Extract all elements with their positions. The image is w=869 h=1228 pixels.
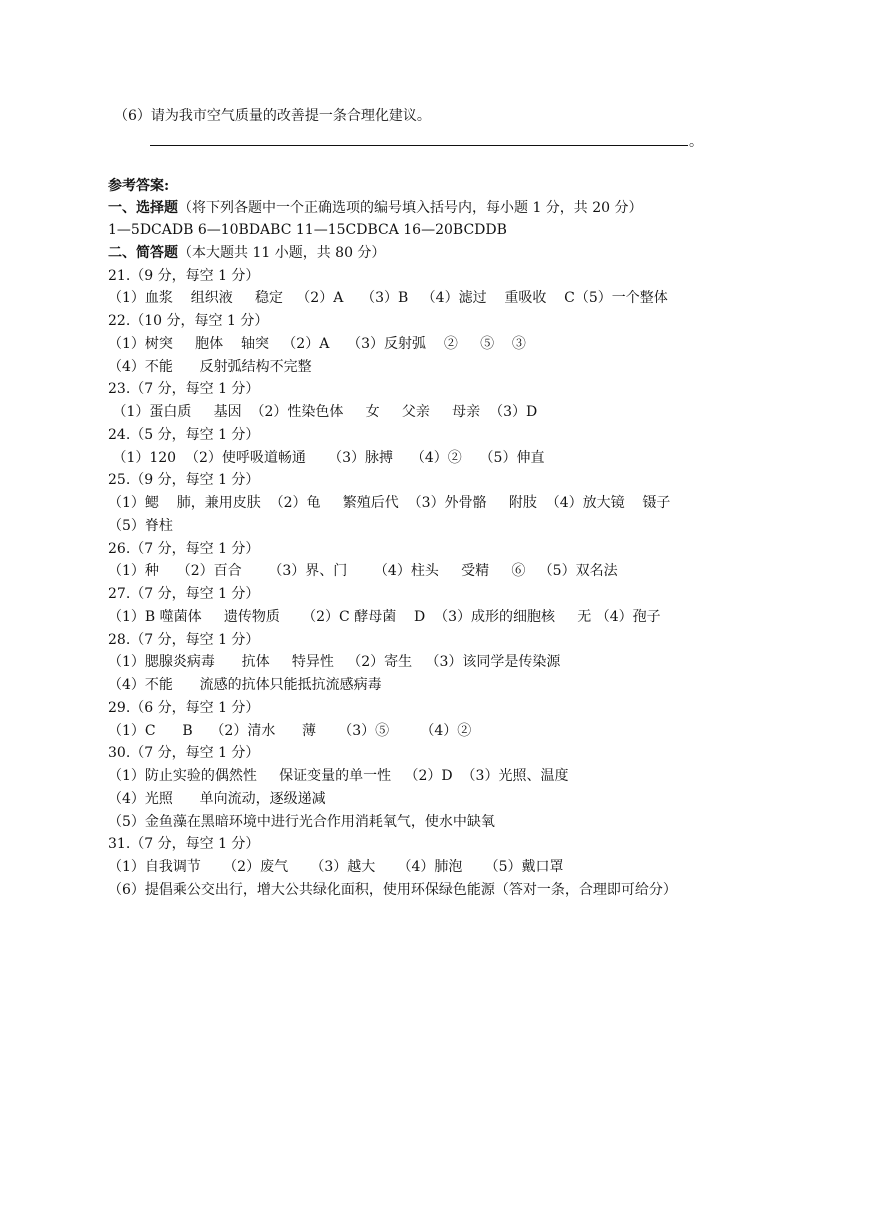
blank-period: 。 [689, 134, 703, 150]
answer-blank-line [150, 145, 688, 146]
answer-line: 30.（7 分，每空 1 分） [108, 745, 260, 761]
question-6-text: （6）请为我市空气质量的改善提一条合理化建议。 [114, 108, 431, 124]
answer-line: （4）光照 单向流动，逐级递减 [108, 791, 326, 807]
answer-line: 21.（9 分，每空 1 分） [108, 268, 260, 284]
answer-line: （6）提倡乘公交出行，增大公共绿化面积，使用环保绿色能源（答对一条，合理即可给分） [108, 882, 677, 898]
answer-line: （4）不能 反射弧结构不完整 [108, 359, 312, 375]
section2-heading [108, 243, 385, 263]
answer-line: 28.（7 分，每空 1 分） [108, 632, 260, 648]
answer-line: 26.（7 分，每空 1 分） [108, 541, 260, 557]
answer-line: （1）B 噬菌体 遗传物质 （2）C 酵母菌 D （3）成形的细胞核 无 （4）孢子 [108, 609, 661, 625]
answer-line: （1）血浆 组织液 稳定 （2）A （3）B （4）滤过 重吸收 C（5）一个整体 [108, 290, 668, 306]
answer-line: （1）120 （2）使呼吸道畅通 （3）脉搏 （4）② （5）伸直 [108, 450, 545, 466]
answer-line: 27.（7 分，每空 1 分） [108, 586, 260, 602]
answer-line: 25.（9 分，每空 1 分） [108, 472, 260, 488]
section1-answers: 1—5DCADB 6—10BDABC 11—15CDBCA 16—20BCDDB [108, 222, 507, 238]
answer-line: （1）鳃 肺，兼用皮肤 （2）龟 繁殖后代 （3）外骨骼 附肢 （4）放大镜 镊子 [108, 495, 671, 511]
answer-line: 23.（7 分，每空 1 分） [108, 381, 260, 397]
answer-line: （5）金鱼藻在黑暗环境中进行光合作用消耗氧气，使水中缺氧 [108, 814, 495, 830]
answer-line: 31.（7 分，每空 1 分） [108, 836, 260, 852]
answer-line: （1）树突 胞体 轴突 （2）A （3）反射弧 ② ⑤ ③ [108, 336, 526, 352]
section2-title: 二、简答题 [108, 245, 178, 261]
answer-line: 22.（10 分，每空 1 分） [108, 313, 269, 329]
answers-title: 参考答案: [108, 178, 170, 194]
answer-line: （1）防止实验的偶然性 保证变量的单一性 （2）D （3）光照、温度 [108, 768, 569, 784]
section1-heading [108, 198, 643, 218]
section1-title: 一、选择题 [108, 200, 178, 216]
answer-line: （1）种 （2）百合 （3）界、门 （4）柱头 受精 ⑥ （5）双名法 [108, 563, 618, 579]
section1-desc: （将下列各题中一个正确选项的编号填入括号内，每小题 1 分，共 20 分） [178, 200, 643, 216]
answer-line: （1）腮腺炎病毒 抗体 特异性 （2）寄生 （3）该同学是传染源 [108, 654, 561, 670]
answer-line: （1）蛋白质 基因 （2）性染色体 女 父亲 母亲 （3）D [108, 404, 538, 420]
answer-line: （4）不能 流感的抗体只能抵抗流感病毒 [108, 677, 382, 693]
answer-line: 24.（5 分，每空 1 分） [108, 427, 260, 443]
section2-desc: （本大题共 11 小题，共 80 分） [178, 245, 386, 261]
answer-line: （1）C B （2）清水 薄 （3）⑤ （4）② [108, 723, 472, 739]
answer-line: （5）脊柱 [108, 518, 173, 534]
answer-line: （1）自我调节 （2）废气 （3）越大 （4）肺泡 （5）戴口罩 [108, 859, 564, 875]
answer-line: 29.（6 分，每空 1 分） [108, 700, 260, 716]
